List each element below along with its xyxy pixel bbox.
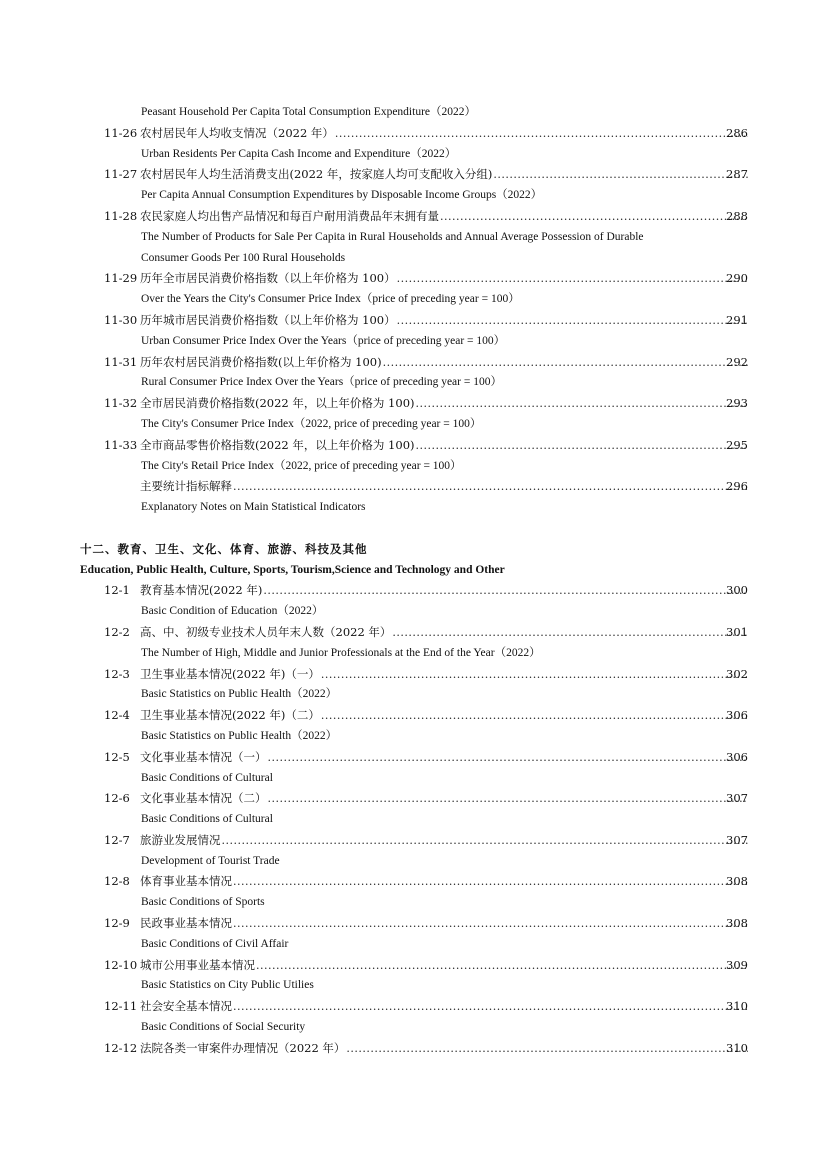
toc-entry-en-line (0, 684, 826, 705)
entry-number: 11-30 (104, 312, 138, 327)
entry-title-zh: 历年农村居民消费价格指数(以上年价格为 100) (140, 354, 382, 369)
entry-title-en: Basic Conditions of Sports (141, 896, 265, 909)
entry-number: 11-33 (104, 437, 138, 452)
toc-entry[interactable] (0, 393, 826, 414)
page-number: 310 (726, 999, 748, 1014)
toc-entry-en-line (0, 185, 826, 206)
dot-leader (263, 581, 748, 602)
entry-title-zh-wrap (140, 955, 748, 977)
page-number: 293 (726, 396, 748, 411)
entry-title-zh-wrap (140, 871, 748, 893)
dot-leader (392, 623, 748, 644)
page-number: 290 (726, 271, 748, 286)
entry-title-en: The Number of High, Middle and Junior Professionals at the End of the Year（2022） (141, 646, 541, 659)
entry-title-zh: 社会安全基本情况 (140, 999, 232, 1014)
entry-number: 12-3 (104, 666, 130, 681)
entry-title-zh-wrap (140, 996, 748, 1018)
page-number: 291 (726, 312, 748, 327)
dot-leader (233, 872, 748, 893)
dot-leader (256, 956, 748, 977)
entry-title-en: Consumer Goods Per 100 Rural Households (141, 251, 346, 264)
page-number: 309 (726, 957, 748, 972)
entry-number: 11-32 (104, 396, 138, 411)
dot-leader (335, 124, 748, 145)
entry-title-en: Peasant Household Per Capita Total Consumption Expenditure（2022） (141, 106, 476, 118)
toc-entry-en-line (0, 768, 826, 789)
toc-entry[interactable] (0, 268, 826, 289)
entry-title-zh: 城市公用事业基本情况 (140, 957, 255, 972)
entry-title-zh-wrap (140, 352, 748, 374)
section-heading-en (0, 560, 826, 581)
entry-title-zh-wrap (140, 788, 748, 810)
toc-entry[interactable] (0, 476, 826, 497)
entry-title-en: Per Capita Annual Consumption Expenditures by Disposable Income Groups（2022） (141, 189, 543, 202)
toc-entry[interactable] (0, 705, 826, 726)
entry-title-zh-wrap (140, 268, 748, 290)
entry-title-zh-wrap (140, 310, 748, 332)
entry-title-zh-wrap (140, 435, 748, 457)
entry-title-zh-wrap (140, 123, 748, 145)
toc-entry-en-line (0, 934, 826, 955)
dot-leader (321, 706, 748, 727)
entry-number: 12-4 (104, 708, 130, 723)
toc-entry-en-line (0, 289, 826, 310)
toc-entry-en-line (0, 643, 826, 664)
entry-title-en: Basic Statistics on Public Health（2022） (141, 688, 338, 701)
entry-number: 11-26 (104, 125, 138, 140)
entry-title-zh: 全市商品零售价格指数(2022 年，以上年价格为 100) (140, 437, 415, 452)
dot-leader (397, 269, 748, 290)
toc-entry-en-line (0, 102, 826, 123)
entry-title-zh: 文化事业基本情况（二） (140, 791, 267, 806)
entry-title-en: Explanatory Notes on Main Statistical Indicators (141, 501, 366, 514)
dot-leader (321, 665, 748, 686)
entry-title-zh-wrap (140, 622, 748, 644)
section-title-en: Education, Public Health, Culture, Sports, Tourism,Science and Technology and Other (80, 563, 505, 576)
toc-entry[interactable] (0, 913, 826, 934)
page-number: 310 (726, 1040, 748, 1055)
entry-title-en: The City's Retail Price Index（2022, price of preceding year = 100） (141, 459, 462, 472)
page-number: 308 (726, 874, 748, 889)
page-number: 286 (726, 125, 748, 140)
dot-leader (268, 748, 749, 769)
entry-title-zh: 法院各类一审案件办理情况（2022 年） (140, 1040, 346, 1055)
entry-title-zh-wrap (140, 705, 748, 727)
dot-leader (397, 311, 748, 332)
toc-entry[interactable] (0, 123, 826, 144)
dot-leader (346, 1039, 748, 1060)
toc-entry[interactable] (0, 352, 826, 373)
dot-leader (440, 207, 748, 228)
toc-entry[interactable] (0, 788, 826, 809)
section-title-zh: 十二、教育、卫生、文化、体育、旅游、科技及其他 (80, 541, 368, 556)
page-number: 302 (726, 666, 748, 681)
toc-entry[interactable] (0, 206, 826, 227)
dot-leader (416, 436, 749, 457)
entry-number: 12-6 (104, 791, 130, 806)
entry-title-zh-wrap (140, 164, 748, 186)
entry-number: 12-7 (104, 832, 130, 847)
entry-number: 12-1 (104, 583, 130, 598)
entry-title-zh: 民政事业基本情况 (140, 916, 232, 931)
dot-leader (222, 831, 749, 852)
page-number: 300 (726, 583, 748, 598)
toc-entry-en-line (0, 372, 826, 393)
entry-title-zh-wrap (140, 476, 748, 498)
entry-title-zh-wrap (140, 1038, 748, 1060)
entry-title-zh-wrap (140, 580, 748, 602)
toc-entry[interactable] (0, 622, 826, 643)
toc-entry-en-line (0, 1017, 826, 1038)
entry-title-zh: 高、中、初级专业技术人员年末人数（2022 年） (140, 624, 392, 639)
entry-title-en: Basic Conditions of Social Security (141, 1021, 306, 1034)
page-number: 306 (726, 708, 748, 723)
toc-entry[interactable] (0, 871, 826, 892)
dot-leader (416, 394, 749, 415)
toc-entry[interactable] (0, 1038, 826, 1059)
section-heading-zh (0, 539, 826, 560)
toc-entry-en-line (0, 809, 826, 830)
entry-title-zh: 历年城市居民消费价格指数（以上年价格为 100） (140, 312, 396, 327)
toc-entry-en-line (0, 892, 826, 913)
page-number: 307 (726, 791, 748, 806)
dot-leader (268, 789, 749, 810)
entry-number: 12-10 (104, 957, 138, 972)
entry-title-en: Urban Consumer Price Index Over the Years（price of preceding year = 100） (141, 334, 506, 347)
dot-leader (233, 477, 748, 498)
entry-title-zh: 卫生事业基本情况(2022 年)（二） (140, 708, 320, 723)
entry-title-zh: 农村居民年人均生活消费支出(2022 年，按家庭人均可支配收入分组) (140, 167, 493, 182)
toc-entry-en-line (0, 414, 826, 435)
toc-entry[interactable] (0, 955, 826, 976)
page-number: 295 (726, 437, 748, 452)
page-number: 307 (726, 832, 748, 847)
toc-entry[interactable] (0, 164, 826, 185)
entry-number: 12-8 (104, 874, 130, 889)
dot-leader (233, 997, 748, 1018)
entry-number: 12-5 (104, 749, 130, 764)
entry-title-zh: 历年全市居民消费价格指数（以上年价格为 100） (140, 271, 396, 286)
entry-title-en: Over the Years the City's Consumer Price Index（price of preceding year = 100） (141, 293, 520, 306)
toc-entry[interactable] (0, 996, 826, 1017)
entry-title-en: Basic Statistics on Public Health（2022） (141, 729, 338, 742)
entry-number: 11-31 (104, 354, 138, 369)
entry-title-en: Basic Statistics on City Public Utilies (141, 979, 314, 992)
entry-title-en: The City's Consumer Price Index（2022, price of preceding year = 100） (141, 417, 482, 430)
dot-leader (493, 165, 748, 186)
toc-entry-en-line (0, 331, 826, 352)
entry-title-en: Basic Conditions of Cultural (141, 771, 273, 784)
entry-title-en: Urban Residents Per Capita Cash Income and Expenditure（2022） (141, 147, 457, 160)
toc-entry-en-line (0, 497, 826, 518)
entry-number: 11-27 (104, 167, 138, 182)
entry-title-zh-wrap (140, 393, 748, 415)
page-number: 301 (726, 624, 748, 639)
page-number: 288 (726, 208, 748, 223)
toc-entry[interactable] (0, 580, 826, 601)
toc-entry-en-line (0, 248, 826, 269)
entry-title-zh: 旅游业发展情况 (140, 832, 221, 847)
page-number: 292 (726, 354, 748, 369)
toc-entry[interactable] (0, 310, 826, 331)
entry-title-zh: 文化事业基本情况（一） (140, 749, 267, 764)
entry-number: 12-12 (104, 1040, 138, 1055)
toc-entry[interactable] (0, 435, 826, 456)
toc-entry[interactable] (0, 664, 826, 685)
toc-entry-en-line (0, 726, 826, 747)
toc-entry[interactable] (0, 747, 826, 768)
toc-entry-en-line (0, 851, 826, 872)
toc-entry-en-line (0, 144, 826, 165)
page-number: 287 (726, 167, 748, 182)
entry-title-zh: 卫生事业基本情况(2022 年)（一） (140, 666, 320, 681)
entry-title-en: The Number of Products for Sale Per Capita in Rural Households and Annual Average Possession of Durable (141, 230, 644, 243)
entry-title-en: Rural Consumer Price Index Over the Years（price of preceding year = 100） (141, 376, 502, 389)
page-number: 296 (726, 479, 748, 494)
entry-title-zh-wrap (140, 747, 748, 769)
toc-entry[interactable] (0, 830, 826, 851)
dot-leader (233, 914, 748, 935)
entry-title-en: Development of Tourist Trade (141, 854, 280, 867)
entry-number: 12-9 (104, 916, 130, 931)
entry-number: 12-2 (104, 624, 130, 639)
entry-title-en: Basic Conditions of Civil Affair (141, 937, 289, 950)
toc-entry-en-line (0, 227, 826, 248)
entry-title-zh-wrap (140, 206, 748, 228)
entry-title-zh: 全市居民消费价格指数(2022 年，以上年价格为 100) (140, 396, 415, 411)
entry-number: 11-29 (104, 271, 138, 286)
entry-title-en: Basic Condition of Education（2022） (141, 605, 324, 618)
entry-number: 12-11 (104, 999, 138, 1014)
entry-title-zh-wrap (140, 664, 748, 686)
entry-title-zh: 农村居民年人均收支情况（2022 年） (140, 125, 334, 140)
entry-number: 11-28 (104, 208, 138, 223)
toc-entry-en-line (0, 975, 826, 996)
page-number: 306 (726, 749, 748, 764)
toc-entry-en-line (0, 601, 826, 622)
toc-lines (0, 102, 826, 1059)
page-number: 308 (726, 916, 748, 931)
dot-leader (383, 353, 748, 374)
spacer (0, 518, 826, 539)
entry-title-zh: 体育事业基本情况 (140, 874, 232, 889)
entry-title-zh-wrap (140, 830, 748, 852)
entry-title-zh: 农民家庭人均出售产品情况和每百户耐用消费品年末拥有量 (140, 208, 439, 223)
toc-entry-en-line (0, 456, 826, 477)
entry-title-en: Basic Conditions of Cultural (141, 813, 273, 826)
entry-title-zh: 教育基本情况(2022 年) (140, 583, 263, 598)
entry-title-zh-wrap (140, 913, 748, 935)
entry-title-zh: 主要统计指标解释 (140, 479, 232, 494)
